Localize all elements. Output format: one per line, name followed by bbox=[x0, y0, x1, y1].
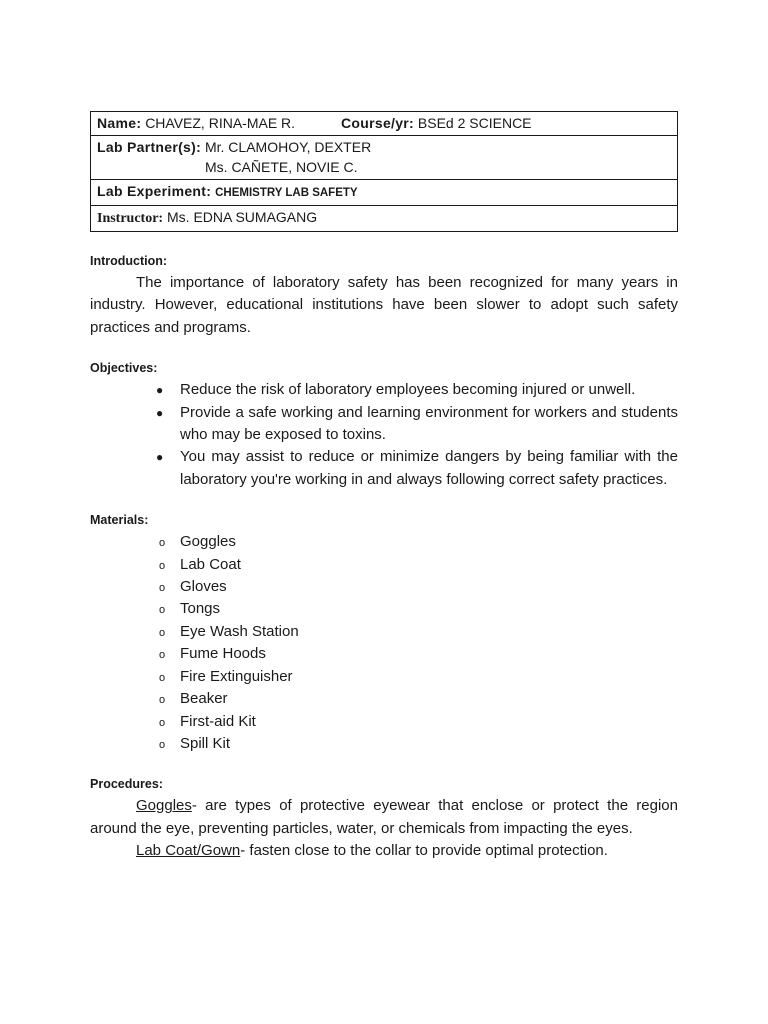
list-item bbox=[159, 576, 678, 598]
name-value: CHAVEZ, RINA-MAE R. bbox=[145, 115, 296, 131]
list-item bbox=[159, 666, 678, 688]
circle-bullet-icon: o bbox=[159, 694, 166, 707]
circle-bullet-icon: o bbox=[159, 716, 166, 729]
procedures-heading: Procedures: bbox=[90, 777, 163, 792]
experiment-label: Lab Experiment: bbox=[97, 183, 212, 199]
instructor-row bbox=[91, 206, 678, 232]
objectives-list bbox=[90, 379, 678, 491]
procedure-lab-coat bbox=[90, 840, 678, 862]
material-text: Spill Kit bbox=[180, 734, 231, 752]
name-label: Name: bbox=[97, 115, 142, 131]
circle-bullet-icon: o bbox=[159, 604, 166, 617]
introduction-text: The importance of laboratory safety has been recognized for many years in industry. However, educational institutions have been slower to adopt such safety practices and programs. bbox=[90, 274, 678, 336]
course-label: Course/yr: bbox=[341, 115, 415, 131]
material-text: Fume Hoods bbox=[180, 645, 266, 663]
list-item bbox=[159, 643, 678, 665]
list-item bbox=[159, 711, 678, 733]
material-text: First-aid Kit bbox=[180, 712, 256, 730]
objectives-heading: Objectives: bbox=[90, 361, 158, 376]
material-text: Beaker bbox=[180, 690, 228, 708]
material-text: Goggles bbox=[180, 533, 236, 551]
materials-heading: Materials: bbox=[90, 513, 149, 528]
circle-bullet-icon: o bbox=[159, 559, 166, 572]
document-page bbox=[90, 111, 678, 863]
material-text: Eye Wash Station bbox=[180, 622, 299, 640]
name-cell bbox=[91, 112, 678, 136]
circle-bullet-icon: o bbox=[159, 582, 166, 595]
material-text: Tongs bbox=[180, 600, 221, 618]
circle-bullet-icon: o bbox=[159, 537, 166, 550]
list-item bbox=[156, 446, 678, 491]
instructor-label: Instructor: bbox=[97, 211, 164, 226]
list-item bbox=[156, 379, 678, 401]
procedure-text: - fasten close to the collar to provide optimal protection. bbox=[240, 842, 608, 860]
partners-cell bbox=[91, 136, 678, 180]
partner-2: Ms. CAÑETE, NOVIE C. bbox=[205, 159, 358, 175]
material-text: Gloves bbox=[180, 578, 227, 596]
material-text: Lab Coat bbox=[180, 555, 241, 573]
circle-bullet-icon: o bbox=[159, 738, 166, 751]
partner-1: Mr. CLAMOHOY, DEXTER bbox=[204, 139, 372, 155]
course-value: BSEd 2 SCIENCE bbox=[417, 115, 532, 131]
experiment-cell bbox=[91, 180, 678, 206]
bullet-icon: ● bbox=[156, 450, 164, 465]
bullet-icon: ● bbox=[156, 405, 164, 420]
materials-list bbox=[90, 531, 678, 755]
introduction-heading: Introduction: bbox=[90, 254, 168, 268]
list-item bbox=[159, 621, 678, 643]
circle-bullet-icon: o bbox=[159, 649, 166, 662]
objective-text: Reduce the risk of laboratory employees becoming injured or unwell. bbox=[180, 381, 636, 399]
experiment-row bbox=[91, 180, 678, 206]
objective-text: You may assist to reduce or minimize dangers by being familiar with the laboratory you're working in and always following correct safety practices. bbox=[180, 448, 678, 488]
partners-row bbox=[91, 136, 678, 180]
instructor-value: Ms. EDNA SUMAGANG bbox=[167, 209, 318, 225]
partners-label: Lab Partner(s): bbox=[97, 139, 202, 155]
list-item bbox=[159, 688, 678, 710]
list-item bbox=[159, 733, 678, 755]
procedure-text: - are types of protective eyewear that enclose or protect the region around the eye, preventing particles, water, or chemicals from impacting the eyes. bbox=[90, 797, 678, 837]
instructor-cell bbox=[91, 206, 678, 232]
material-text: Fire Extinguisher bbox=[180, 667, 293, 685]
circle-bullet-icon: o bbox=[159, 626, 166, 639]
objective-text: Provide a safe working and learning environment for workers and students who may be exposed to toxins. bbox=[180, 403, 678, 444]
procedure-term: Goggles bbox=[136, 797, 192, 815]
experiment-value: CHEMISTRY LAB SAFETY bbox=[215, 187, 358, 199]
procedure-goggles bbox=[90, 795, 678, 840]
list-item bbox=[156, 402, 678, 447]
circle-bullet-icon: o bbox=[159, 671, 166, 684]
list-item bbox=[159, 531, 678, 553]
list-item bbox=[159, 554, 678, 576]
bullet-icon: ● bbox=[156, 383, 164, 398]
list-item bbox=[159, 598, 678, 620]
procedure-term: Lab Coat/Gown bbox=[136, 842, 241, 860]
course-group bbox=[341, 113, 532, 133]
student-info-table bbox=[90, 111, 678, 232]
name-row bbox=[91, 112, 678, 136]
